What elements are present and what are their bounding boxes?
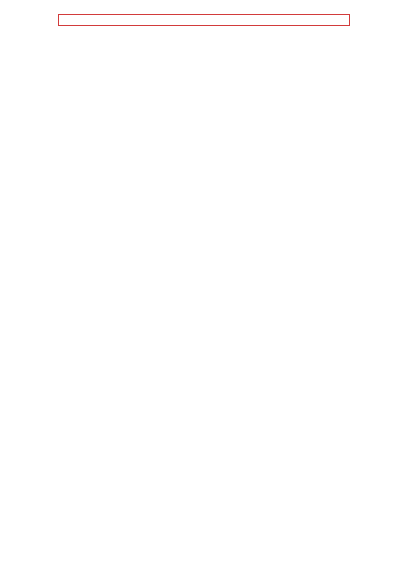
paragraph-inspection-speech [56,439,352,531]
paragraph-opening [56,73,352,114]
salutation [56,50,352,60]
speech-body [56,50,352,539]
paragraph-strategy-background [56,122,352,204]
paragraph-party-members [56,360,352,431]
paragraph-vanguard-role [56,291,352,352]
promo-banner [58,14,350,26]
paragraph-important-discourse [56,211,352,282]
